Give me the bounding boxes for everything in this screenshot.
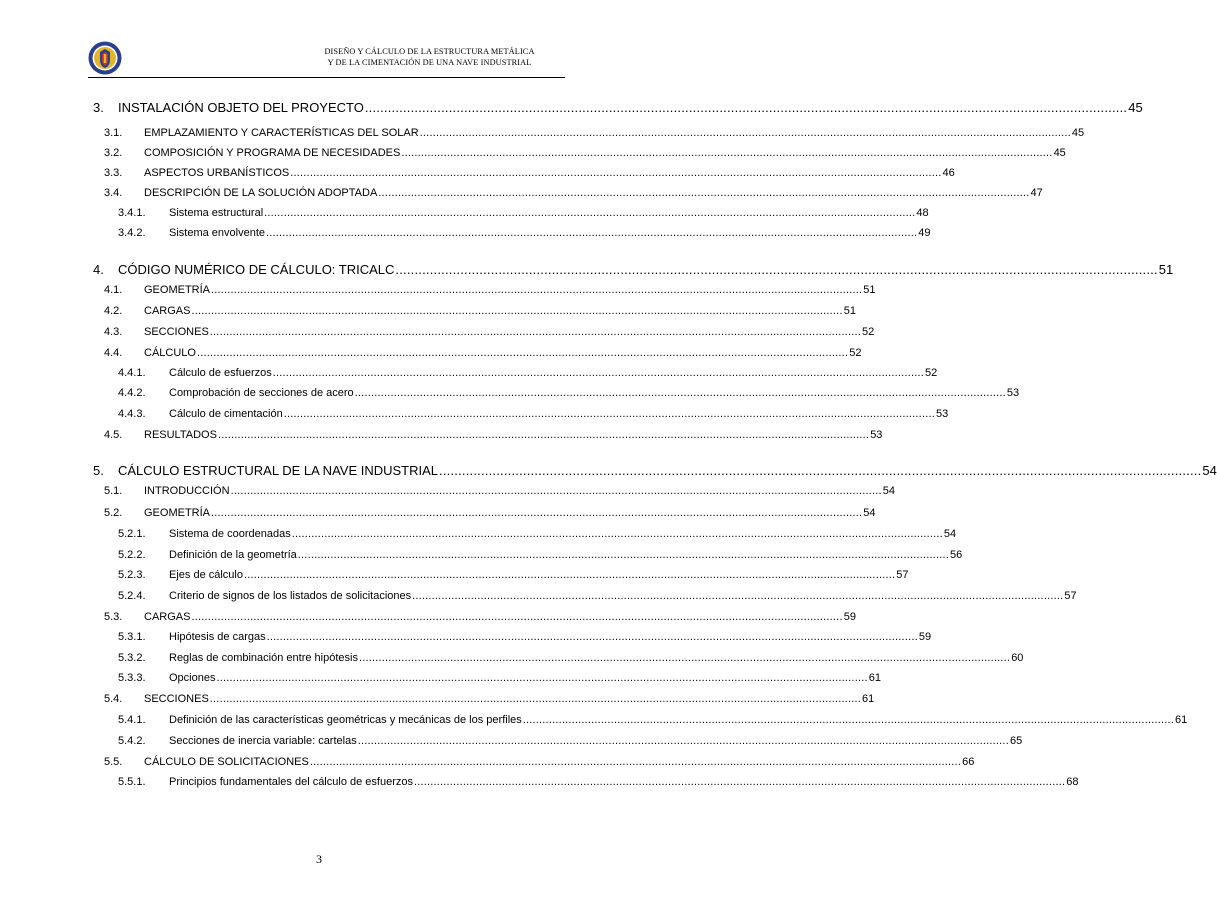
toc-entry-page: 53 — [935, 408, 949, 420]
toc-entry-page: 56 — [950, 549, 963, 561]
toc-entry-title: Opciones — [169, 672, 216, 684]
toc-entry-page: 61 — [862, 693, 875, 705]
toc-entry-page: 52 — [862, 326, 875, 338]
toc-entry[interactable] — [104, 347, 862, 360]
toc-entry-title: CARGAS — [144, 305, 191, 317]
toc-dot-leader: ........................................................................................................................................................................................................ — [211, 284, 863, 296]
toc-entry[interactable] — [104, 284, 876, 297]
toc-entry-number: 4.4.1. — [118, 367, 146, 379]
toc-entry-number: 5.5.1. — [118, 776, 146, 788]
toc-entry-page: 52 — [849, 347, 862, 359]
toc-dot-leader: ........................................................................................................................................................................................................ — [244, 569, 896, 581]
toc-entry-title: DESCRIPCIÓN DE LA SOLUCIÓN ADOPTADA — [144, 187, 378, 199]
toc-entry-title: INSTALACIÓN OBJETO DEL PROYECTO — [118, 100, 364, 115]
toc-entry-page: 68 — [1066, 776, 1079, 788]
toc-entry-title: EMPLAZAMIENTO Y CARACTERÍSTICAS DEL SOLAR — [144, 127, 419, 139]
toc-entry[interactable] — [118, 714, 1188, 727]
toc-entry[interactable] — [118, 528, 957, 541]
toc-entry[interactable] — [104, 167, 955, 180]
toc-entry-number: 5.2. — [104, 507, 123, 519]
toc-entry-title: Definición de la geometría — [169, 549, 297, 561]
toc-dot-leader: ........................................................................................................................................................................................................ — [354, 387, 1006, 399]
toc-entry-page: 49 — [918, 227, 931, 239]
toc-entry-page: 54 — [1202, 463, 1217, 478]
toc-entry-page: 61 — [868, 672, 881, 684]
toc-entry[interactable] — [93, 463, 1217, 478]
toc-entry-number: 4.1. — [104, 284, 123, 296]
toc-entry[interactable] — [104, 507, 876, 520]
toc-dot-leader: ........................................................................................................................................................................................................ — [209, 693, 862, 705]
toc-entry-number: 4.3. — [104, 326, 123, 338]
toc-entry-number: 5.3.2. — [118, 652, 146, 664]
toc-dot-leader: ........................................................................................................................................................................................................ — [439, 463, 1202, 478]
toc-entry-page: 54 — [943, 528, 957, 540]
toc-entry-page: 51 — [843, 305, 856, 317]
toc-entry-page: 57 — [1064, 590, 1077, 602]
toc-entry-page: 52 — [924, 367, 938, 379]
toc-entry-title: Criterio de signos de los listados de solicitaciones — [169, 590, 412, 602]
toc-dot-leader: ........................................................................................................................................................................................................ — [191, 611, 843, 623]
toc-entry-page: 59 — [843, 611, 856, 623]
toc-entry[interactable] — [118, 227, 931, 240]
toc-dot-leader: ........................................................................................................................................................................................................ — [309, 756, 962, 768]
toc-entry-number: 4.4.3. — [118, 408, 146, 420]
toc-dot-leader: ........................................................................................................................................................................................................ — [395, 262, 1158, 277]
toc-entry-title: Hipótesis de cargas — [169, 631, 266, 643]
toc-entry-page: 61 — [1175, 714, 1188, 726]
toc-dot-leader: ........................................................................................................................................................................................................ — [291, 528, 943, 540]
toc-entry-number: 5.3. — [104, 611, 123, 623]
toc-dot-leader: ........................................................................................................................................................................................................ — [216, 672, 868, 684]
toc-entry-page: 57 — [896, 569, 909, 581]
toc-entry[interactable] — [104, 693, 875, 706]
toc-entry-page: 51 — [1158, 262, 1174, 277]
toc-entry-number: 5.3.1. — [118, 631, 146, 643]
toc-dot-leader: ........................................................................................................................................................................................................ — [266, 631, 918, 643]
toc-entry-page: 48 — [916, 207, 929, 219]
toc-entry-number: 3.4.2. — [118, 227, 146, 239]
toc-entry-number: 5.4. — [104, 693, 123, 705]
toc-entry[interactable] — [104, 485, 896, 498]
toc-dot-leader: ........................................................................................................................................................................................................ — [297, 549, 950, 561]
toc-entry-number: 3.4.1. — [118, 207, 146, 219]
toc-entry-page: 45 — [1071, 127, 1085, 139]
toc-entry-number: 3.1. — [104, 127, 123, 139]
toc-entry[interactable] — [118, 735, 1023, 748]
toc-entry[interactable] — [93, 100, 1143, 115]
toc-entry-title: Secciones de inercia variable: cartelas — [169, 735, 357, 747]
toc-entry-page: 66 — [962, 756, 975, 768]
toc-entry-page: 45 — [1128, 100, 1143, 115]
toc-entry-number: 4.4. — [104, 347, 123, 359]
toc-entry-number: 4. — [93, 262, 104, 277]
toc-entry-title: Sistema envolvente — [169, 227, 265, 239]
toc-dot-leader: ........................................................................................................................................................................................................ — [264, 207, 916, 219]
toc-entry-number: 3. — [93, 100, 104, 115]
toc-entry-title: Sistema de coordenadas — [169, 528, 291, 540]
toc-entry-title: ASPECTOS URBANÍSTICOS — [144, 167, 290, 179]
toc-dot-leader: ........................................................................................................................................................................................................ — [358, 652, 1011, 664]
toc-entry-title: CÓDIGO NUMÉRICO DE CÁLCULO: TRICALC — [118, 262, 395, 277]
header-title-line1: DISEÑO Y CÁLCULO DE LA ESTRUCTURA METÁLICA — [324, 47, 535, 56]
toc-dot-leader: ........................................................................................................................................................................................................ — [378, 187, 1030, 199]
toc-dot-leader: ........................................................................................................................................................................................................ — [266, 227, 918, 239]
toc-entry-page: 53 — [1006, 387, 1020, 399]
toc-entry-number: 5.2.4. — [118, 590, 146, 602]
toc-dot-leader: ........................................................................................................................................................................................................ — [419, 127, 1071, 139]
toc-entry[interactable] — [118, 408, 949, 421]
toc-entry-title: SECCIONES — [144, 693, 209, 705]
toc-entry-number: 5.1. — [104, 485, 123, 497]
toc-entry-title: COMPOSICIÓN Y PROGRAMA DE NECESIDADES — [144, 147, 401, 159]
toc-entry-page: 60 — [1011, 652, 1024, 664]
toc-entry-page: 46 — [942, 167, 955, 179]
toc-entry-page: 54 — [863, 507, 876, 519]
toc-dot-leader: ........................................................................................................................................................................................................ — [283, 408, 935, 420]
toc-entry-page: 54 — [882, 485, 896, 497]
toc-dot-leader: ........................................................................................................................................................................................................ — [364, 100, 1128, 115]
toc-entry-title: Ejes de cálculo — [169, 569, 243, 581]
toc-entry-title: CÁLCULO — [144, 347, 196, 359]
university-seal-icon — [88, 41, 122, 75]
toc-entry-number: 5.4.2. — [118, 735, 146, 747]
toc-entry[interactable] — [118, 590, 1077, 603]
toc-entry-title: CÁLCULO ESTRUCTURAL DE LA NAVE INDUSTRIAL — [118, 463, 439, 478]
toc-entry-title: Cálculo de esfuerzos — [169, 367, 272, 379]
toc-entry-title: CARGAS — [144, 611, 191, 623]
toc-dot-leader: ........................................................................................................................................................................................................ — [412, 590, 1064, 602]
toc-entry-page: 65 — [1009, 735, 1023, 747]
toc-entry-number: 5.2.2. — [118, 549, 146, 561]
toc-dot-leader: ........................................................................................................................................................................................................ — [401, 147, 1053, 159]
toc-entry-number: 4.2. — [104, 305, 123, 317]
toc-dot-leader: ........................................................................................................................................................................................................ — [272, 367, 924, 379]
toc-entry[interactable] — [104, 326, 875, 339]
toc-entry[interactable] — [104, 147, 1066, 160]
toc-entry[interactable] — [104, 127, 1085, 140]
toc-entry[interactable] — [118, 549, 963, 562]
toc-entry-page: 59 — [918, 631, 932, 643]
toc-dot-leader: ........................................................................................................................................................................................................ — [357, 735, 1009, 747]
toc-entry-number: 3.4. — [104, 187, 123, 199]
toc-entry-title: Cálculo de cimentación — [169, 408, 283, 420]
toc-entry-number: 3.3. — [104, 167, 123, 179]
toc-entry-title: CÁLCULO DE SOLICITACIONES — [144, 756, 309, 768]
toc-entry-number: 3.2. — [104, 147, 123, 159]
toc-entry[interactable] — [118, 631, 932, 644]
toc-entry-number: 5.5. — [104, 756, 123, 768]
toc-entry-title: Reglas de combinación entre hipótesis — [169, 652, 358, 664]
toc-entry[interactable] — [118, 387, 1020, 400]
toc-entry[interactable] — [118, 207, 929, 220]
toc-entry-page: 45 — [1053, 147, 1066, 159]
toc-dot-leader: ........................................................................................................................................................................................................ — [211, 507, 863, 519]
toc-entry-number: 5.4.1. — [118, 714, 146, 726]
toc-entry-title: Sistema estructural — [169, 207, 264, 219]
toc-entry-number: 4.5. — [104, 429, 123, 441]
toc-entry-number: 4.4.2. — [118, 387, 146, 399]
toc-entry-number: 5.2.3. — [118, 569, 146, 581]
header-title-line2: Y DE LA CIMENTACIÓN DE UNA NAVE INDUSTRIAL — [327, 57, 532, 67]
toc-entry-number: 5.3.3. — [118, 672, 146, 684]
toc-entry-title: Comprobación de secciones de acero — [169, 387, 354, 399]
toc-entry-title: RESULTADOS — [144, 429, 217, 441]
toc-entry-title: GEOMETRÍA — [144, 284, 211, 296]
toc-entry-page: 53 — [870, 429, 883, 441]
toc-entry[interactable] — [104, 429, 883, 442]
toc-entry-title: Principios fundamentales del cálculo de esfuerzos — [169, 776, 413, 788]
toc-dot-leader: ........................................................................................................................................................................................................ — [230, 485, 882, 497]
toc-entry-page: 47 — [1030, 187, 1043, 199]
toc-dot-leader: ........................................................................................................................................................................................................ — [191, 305, 843, 317]
toc-dot-leader: ........................................................................................................................................................................................................ — [290, 167, 942, 179]
toc-entry[interactable] — [104, 611, 856, 624]
toc-entry[interactable] — [104, 187, 1043, 200]
toc-entry-title: SECCIONES — [144, 326, 209, 338]
toc-dot-leader: ........................................................................................................................................................................................................ — [196, 347, 849, 359]
toc-entry-page: 51 — [863, 284, 876, 296]
toc-dot-leader: ........................................................................................................................................................................................................ — [522, 714, 1174, 726]
toc-dot-leader: ........................................................................................................................................................................................................ — [209, 326, 862, 338]
toc-entry-title: GEOMETRÍA — [144, 507, 211, 519]
header-divider — [88, 77, 565, 78]
toc-entry[interactable] — [93, 262, 1174, 277]
toc-entry[interactable] — [118, 652, 1024, 665]
toc-entry[interactable] — [118, 672, 881, 685]
toc-dot-leader: ........................................................................................................................................................................................................ — [413, 776, 1066, 788]
toc-entry[interactable] — [118, 367, 938, 380]
toc-entry[interactable] — [104, 756, 975, 769]
toc-entry[interactable] — [104, 305, 856, 318]
toc-dot-leader: ........................................................................................................................................................................................................ — [217, 429, 870, 441]
toc-entry-number: 5.2.1. — [118, 528, 146, 540]
toc-entry[interactable] — [118, 776, 1079, 789]
toc-entry-number: 5. — [93, 463, 104, 478]
toc-entry-title: Definición de las características geométricas y mecánicas de los perfiles — [169, 714, 522, 726]
page-number: 3 — [316, 852, 322, 866]
toc-entry-title: INTRODUCCIÓN — [144, 485, 230, 497]
toc-entry[interactable] — [118, 569, 909, 582]
